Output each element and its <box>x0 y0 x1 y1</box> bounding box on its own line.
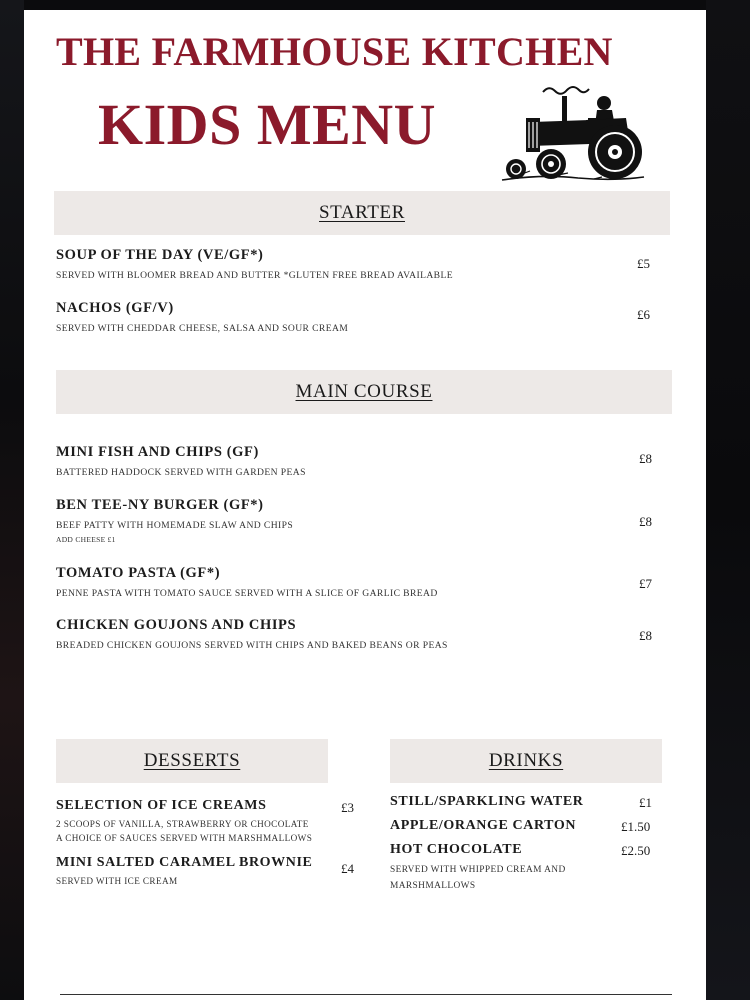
drinks-heading-band <box>390 739 662 783</box>
drink-description: SERVED WITH WHIPPED CREAM AND MARSHMALLOWS <box>390 865 566 891</box>
item-description: PENNE PASTA WITH TOMATO SAUCE SERVED WITH A SLICE OF GARLIC BREAD <box>56 588 438 599</box>
background-left <box>0 0 24 1000</box>
desserts-heading-band <box>56 739 328 783</box>
menu-item <box>56 855 312 888</box>
drink-name: STILL/SPARKLING WATER <box>390 794 584 809</box>
item-description: BREADED CHICKEN GOUJONS SERVED WITH CHIPS AND BAKED BEANS OR PEAS <box>56 640 448 651</box>
menu-item <box>56 247 453 283</box>
main-course-heading: MAIN COURSE <box>295 381 433 402</box>
menu-page <box>24 10 706 1000</box>
item-price: £8 <box>639 514 652 529</box>
item-description: BEEF PATTY WITH HOMEMADE SLAW AND CHIPS <box>56 520 294 531</box>
item-name: SELECTION OF ICE CREAMS <box>56 798 267 813</box>
menu-item <box>56 444 306 480</box>
starter-heading: STARTER <box>319 202 405 223</box>
menu-item <box>56 497 293 544</box>
drink-name: APPLE/ORANGE CARTON <box>390 818 577 833</box>
menu-item <box>56 565 438 601</box>
item-price: £3 <box>341 800 354 815</box>
menu-item <box>56 300 348 336</box>
item-name: TOMATO PASTA (GF*) <box>56 565 221 581</box>
item-description: SERVED WITH CHEDDAR CHEESE, SALSA AND SOUR CREAM <box>56 323 349 334</box>
drinks-heading: DRINKS <box>488 750 564 771</box>
drink-price: £1 <box>639 795 652 810</box>
drink-name: HOT CHOCOLATE <box>390 842 523 857</box>
desserts-heading: DESSERTS <box>143 750 241 771</box>
item-description: 2 SCOOPS OF VANILLA, STRAWBERRY OR CHOCOLATE <box>56 819 309 829</box>
item-description: SERVED WITH ICE CREAM <box>56 876 178 886</box>
item-description: A CHOICE OF SAUCES SERVED WITH MARSHMALLOWS <box>56 833 313 843</box>
item-price: £7 <box>639 576 652 591</box>
item-name: MINI SALTED CARAMEL BROWNIE <box>56 855 313 870</box>
item-name: BEN TEE-NY BURGER (GF*) <box>56 497 264 513</box>
drink-price: £2.50 <box>621 843 651 858</box>
menu-item <box>56 798 312 845</box>
item-description: BATTERED HADDOCK SERVED WITH GARDEN PEAS <box>56 467 306 478</box>
footer-divider <box>60 994 672 995</box>
drink-price: £1.50 <box>621 819 651 834</box>
menu-item <box>56 617 448 653</box>
item-note: ADD CHEESE £1 <box>56 535 116 544</box>
item-price: £6 <box>637 307 650 322</box>
item-price: £5 <box>637 256 650 271</box>
item-description: SERVED WITH BLOOMER BREAD AND BUTTER *GLUTEN FREE BREAD AVAILABLE <box>56 270 453 281</box>
restaurant-name: THE FARMHOUSE KITCHEN <box>56 29 613 74</box>
item-price: £8 <box>639 628 652 643</box>
item-price: £8 <box>639 451 652 466</box>
tractor-icon <box>498 76 648 186</box>
item-name: CHICKEN GOUJONS AND CHIPS <box>56 617 297 633</box>
background-right <box>706 0 750 1000</box>
menu-title: KIDS MENU <box>98 92 437 157</box>
starter-heading-band <box>54 191 670 235</box>
main-course-heading-band <box>56 370 672 414</box>
item-name: NACHOS (GF/V) <box>56 300 174 316</box>
item-price: £4 <box>341 861 354 876</box>
item-name: MINI FISH AND CHIPS (GF) <box>56 444 259 460</box>
item-name: SOUP OF THE DAY (VE/GF*) <box>56 247 264 263</box>
